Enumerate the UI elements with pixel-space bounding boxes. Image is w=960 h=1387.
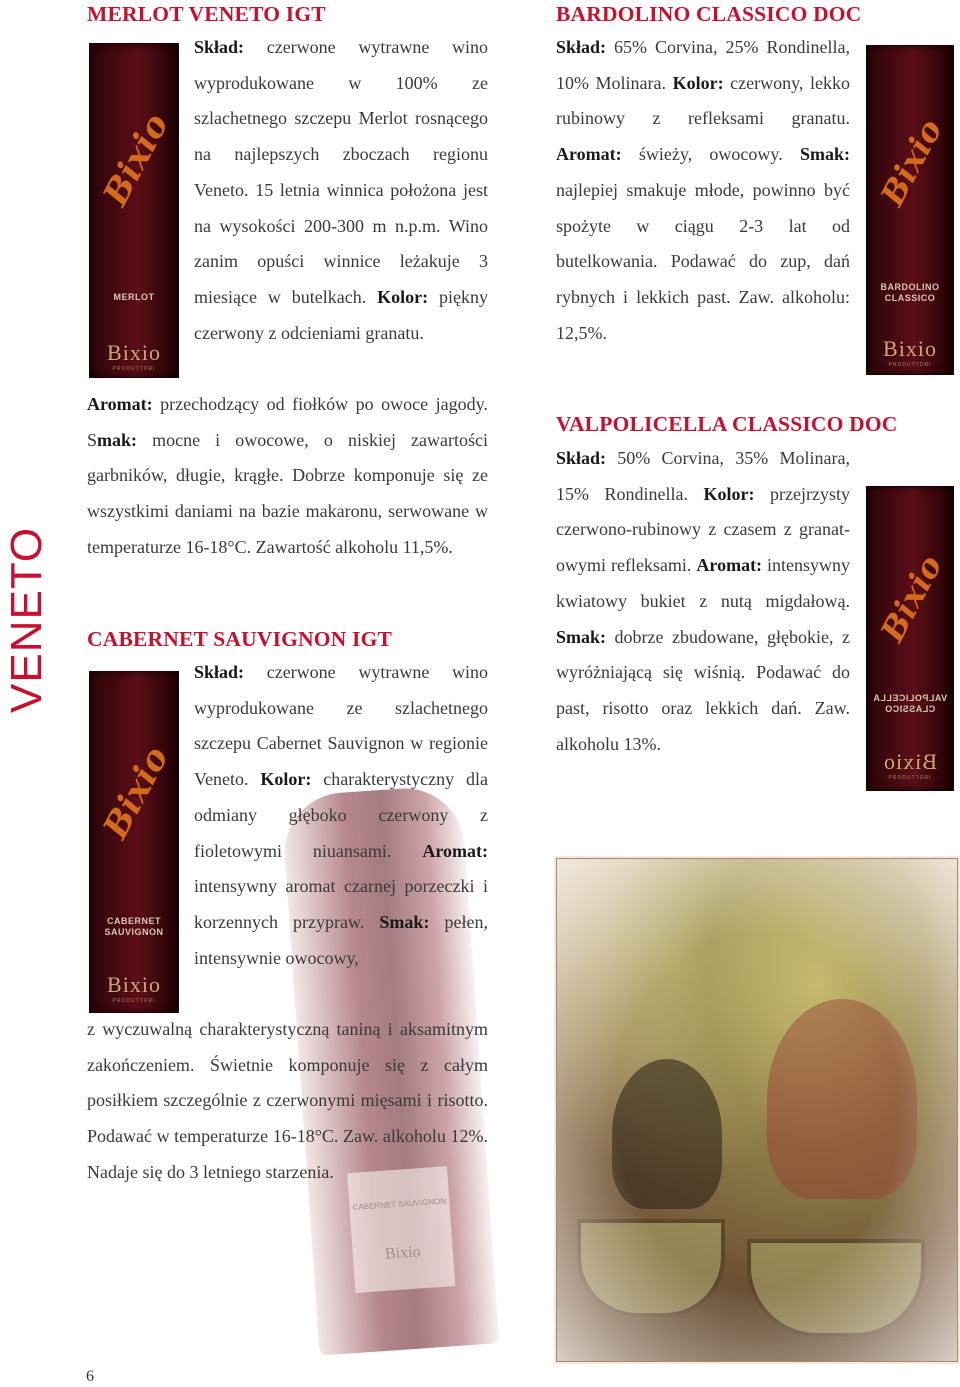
cabernet-smak-text: pełen, intensywnie owocowy, bbox=[194, 911, 488, 968]
bardolino-description bbox=[556, 30, 850, 351]
merlot-bottle-signature: Bixio bbox=[95, 107, 177, 213]
merlot-title: MERLOT VENETO IGT bbox=[87, 2, 326, 26]
merlot-smak-initial: S bbox=[87, 429, 98, 450]
cabernet-description-bottom: z wyczuwalną charakterystyczną taniną i aksamitnym zakończeniem. Świetnie komponuje się z całym posiłkiem szczególnie z czerwonymi mięsami i risotto. Podawać w temperaturze 16-18°C. Zaw. alkoholu 12%. Nadaje się do 3 letniego starzenia. bbox=[87, 1019, 488, 1182]
bardolino-aromat-label: Aromat: bbox=[556, 144, 622, 165]
bardolino-bottle-image bbox=[866, 45, 954, 375]
merlot-smak-label: mak: bbox=[97, 429, 138, 450]
bardolino-aromat-text: świeży, owocowy. bbox=[621, 144, 783, 165]
merlot-kolor-text: piękny czerwony z odcieniami granatu. bbox=[194, 286, 488, 343]
valpolicella-bottle-brand: Bixio bbox=[883, 749, 937, 774]
merlot-smak-text: mocne i owocowe, o niskiej zawartości garbników, długie, krągłe. Dobrze komponuje się ze wszystkimi daniami na bazie makaronu, serwowane w temperaturze 16-18°C. Zawartość alkoholu 11,5%. bbox=[87, 429, 488, 557]
merlot-bottle-label: MERLOT bbox=[113, 292, 155, 302]
bardolino-smak-label: Smak: bbox=[799, 144, 850, 165]
bardolino-sklad-label: Skład: bbox=[556, 37, 607, 57]
cabernet-bottle-sub: PRODUTTORI bbox=[112, 998, 156, 1004]
valpolicella-bottle-image bbox=[866, 486, 954, 791]
merlot-kolor-label: Kolor: bbox=[377, 286, 429, 307]
merlot-aromat-label: Aromat: bbox=[87, 394, 153, 414]
valpolicella-smak-label: Smak: bbox=[556, 626, 607, 647]
cabernet-sklad-text: czerwone wytrawne wino wyprodukowane ze szlachetnego szczepu Cabernet Sauvignon w regionie Veneto. bbox=[194, 662, 488, 790]
valpolicella-aromat-label: Aromat: bbox=[696, 555, 763, 576]
merlot-sklad-label: Skład: bbox=[194, 37, 245, 57]
cabernet-sklad-label: Skład: bbox=[194, 662, 245, 682]
valpolicella-bottle-signature: Bixio bbox=[873, 549, 950, 648]
bardolino-bottle-signature: Bixio bbox=[873, 113, 950, 212]
region-label: VENETO bbox=[2, 526, 51, 713]
bardolino-bottle-sub: PRODUTTORI bbox=[888, 362, 932, 368]
bardolino-title: BARDOLINO CLASSICO DOC bbox=[556, 2, 862, 26]
cabernet-aromat-label: Aromat: bbox=[422, 840, 488, 861]
cabernet-smak-label: Smak: bbox=[379, 911, 430, 932]
merlot-aromat-text: przechodzący od fiołków po owoce jagody. bbox=[152, 394, 488, 414]
background-bottle-label-text: CABERNET SAUVIGNON bbox=[352, 1196, 447, 1212]
valpolicella-kolor-text: przejrzysty czerwono-rubinowy z czasem z granat-owymi refleksami. bbox=[556, 483, 850, 576]
cabernet-title: CABERNET SAUVIGNON IGT bbox=[87, 627, 393, 651]
valpolicella-bottle-label: VALPOLICELLA CLASSICO bbox=[872, 693, 948, 714]
bardolino-kolor-label: Kolor: bbox=[672, 72, 724, 93]
valpolicella-description bbox=[556, 441, 850, 762]
merlot-description-top bbox=[194, 30, 488, 351]
merlot-bottle-image bbox=[89, 43, 179, 378]
valpolicella-sklad-text: 50% Corvina, 35% Molinara, 15% Rondinella. bbox=[556, 448, 850, 504]
cabernet-aromat-text: intensywny aromat czarnej porzeczki i korzennych przypraw. bbox=[194, 876, 488, 932]
cabernet-bottle-label: CABERNET SAUVIGNON bbox=[104, 916, 164, 937]
cabernet-kolor-label: Kolor: bbox=[260, 769, 312, 790]
bardolino-bottle-brand: Bixio bbox=[883, 336, 937, 361]
valpolicella-aromat-text: intensywny kwiatowy bukiet z nutą migdałową. bbox=[556, 555, 851, 611]
cabernet-bottle-signature: Bixio bbox=[95, 740, 177, 846]
page-number: 6 bbox=[86, 1368, 94, 1385]
harvest-photo bbox=[556, 858, 958, 1362]
cabernet-description-top bbox=[194, 655, 488, 976]
merlot-bottle-sub: PRODUTTORI bbox=[112, 366, 156, 372]
photo-vignette bbox=[557, 859, 957, 1361]
merlot-bottle-brand: Bixio bbox=[107, 340, 161, 365]
valpolicella-smak-text: dobrze zbudowane, głębokie, z wyróżniającą się wiśnią. Podawać do past, risotto oraz lekkich dań. Zaw. alkoholu 13%. bbox=[556, 626, 850, 754]
cabernet-bottle-image bbox=[89, 671, 179, 1013]
background-bottle-brand: Bixio bbox=[384, 1243, 422, 1263]
valpolicella-sklad-label: Skład: bbox=[556, 448, 607, 468]
merlot-sklad-text: czerwone wytrawne wino wyprodukowane w 100% ze szlachetnego szczepu Merlot rosnącego na najlepszych zboczach regionu Veneto. 15 letnia winnica położona jest na wysokości 200-300 m n.p.m. Wino zanim opuści winnice leżakuje 3 miesiące w butelkach. bbox=[194, 37, 488, 307]
bardolino-kolor-text: czerwony, lekko rubinowy z refleksami granatu. bbox=[556, 72, 850, 129]
valpolicella-kolor-label: Kolor: bbox=[703, 483, 755, 504]
cabernet-kolor-text: charakterystyczny dla odmiany głęboko czerwony z fioletowymi niuansami. bbox=[194, 769, 489, 861]
bardolino-bottle-label: BARDOLINO CLASSICO bbox=[880, 282, 940, 303]
merlot-description-bottom bbox=[87, 387, 488, 566]
valpolicella-bottle-sub: PRODUTTORI bbox=[888, 775, 932, 781]
bardolino-smak-text: najlepiej smakuje młode, powinno być spożyte w ciągu 2-3 lat od butelkowania. Podawać do zup, dań rybnych i lekkich past. Zaw. alkoholu: 12,5%. bbox=[556, 179, 850, 343]
valpolicella-title: VALPOLICELLA CLASSICO DOC bbox=[556, 412, 898, 436]
bardolino-sklad-text: 65% Corvina, 25% Rondinella, 10% Molinara. bbox=[556, 37, 850, 93]
cabernet-bottle-brand: Bixio bbox=[107, 972, 161, 997]
